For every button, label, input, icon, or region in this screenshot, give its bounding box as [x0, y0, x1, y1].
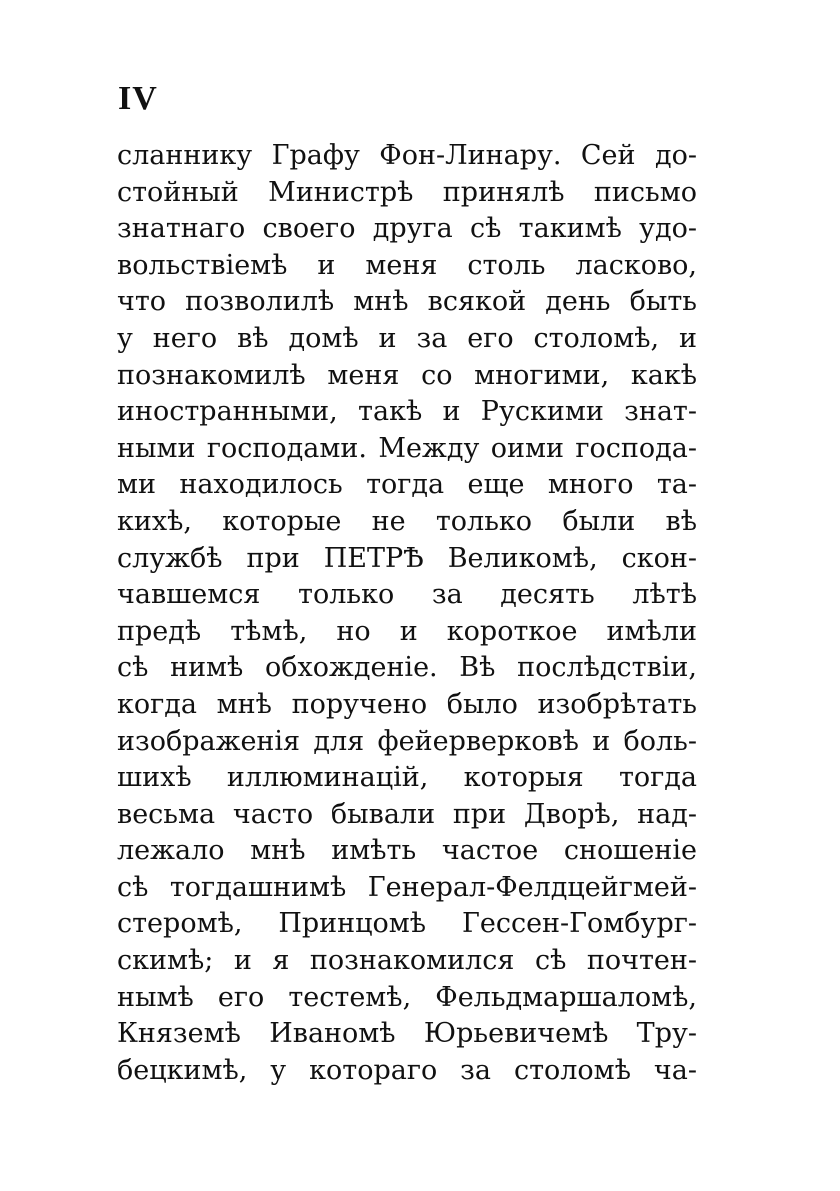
body-text	[117, 138, 697, 1089]
text-line: шихѣ иллюминацій, которыя тогда	[117, 762, 697, 794]
text-line: стеромѣ, Принцомѣ Гессен-Гомбург-	[117, 908, 697, 940]
text-line: познакомилѣ меня со многими, какѣ	[117, 359, 697, 391]
text-line: знатнаго своего друга сѣ такимѣ удо-	[117, 213, 697, 245]
text-line: весьма часто бывали при Дворѣ, над-	[117, 798, 697, 830]
text-line: что позволилѣ мнѣ всякой день быть	[117, 286, 697, 318]
text-line: скимѣ; и я познакомился сѣ почтен-	[117, 945, 697, 977]
text-line: предѣ тѣмѣ, но и короткое имѣли	[117, 615, 697, 647]
text-line: изображенія для фейерверковѣ и боль-	[117, 725, 697, 757]
text-line: Княземѣ Иваномѣ Юрьевичемѣ Тру-	[117, 1018, 697, 1050]
text-line: кихѣ, которые не только были вѣ	[117, 505, 697, 537]
text-line: у него вѣ домѣ и за его столомѣ, и	[117, 322, 697, 354]
text-line: службѣ при ПЕТРѢ Великомѣ, скон-	[117, 542, 697, 574]
text-line: чавшемся только за десять лѣтѣ	[117, 579, 697, 611]
text-line: когда мнѣ поручено было изобрѣтать	[117, 688, 697, 720]
text-line: иностранными, такѣ и Рускими знат-	[117, 396, 697, 428]
text-line: лежало мнѣ имѣть частое сношеніе	[117, 835, 697, 867]
text-line: стойный Министрѣ принялѣ письмо	[117, 176, 697, 208]
page-number: IV	[118, 80, 158, 117]
text-line: бецкимѣ, у котораго за столомѣ ча-	[117, 1054, 697, 1086]
text-line: ными господами. Между оими господа-	[117, 432, 697, 464]
text-line: нымѣ его тестемѣ, Фельдмаршаломѣ,	[117, 981, 697, 1013]
text-line: вольствіемѣ и меня столь ласково,	[117, 249, 697, 281]
text-line: сѣ нимѣ обхожденіе. Вѣ послѣдствіи,	[117, 652, 697, 684]
text-line: сѣ тогдашнимѣ Генерал-Фелдцейгмей-	[117, 871, 697, 903]
text-line: сланнику Графу Фон-Линару. Сей до-	[117, 140, 697, 171]
text-line: ми находилось тогда еще много та-	[117, 469, 697, 501]
